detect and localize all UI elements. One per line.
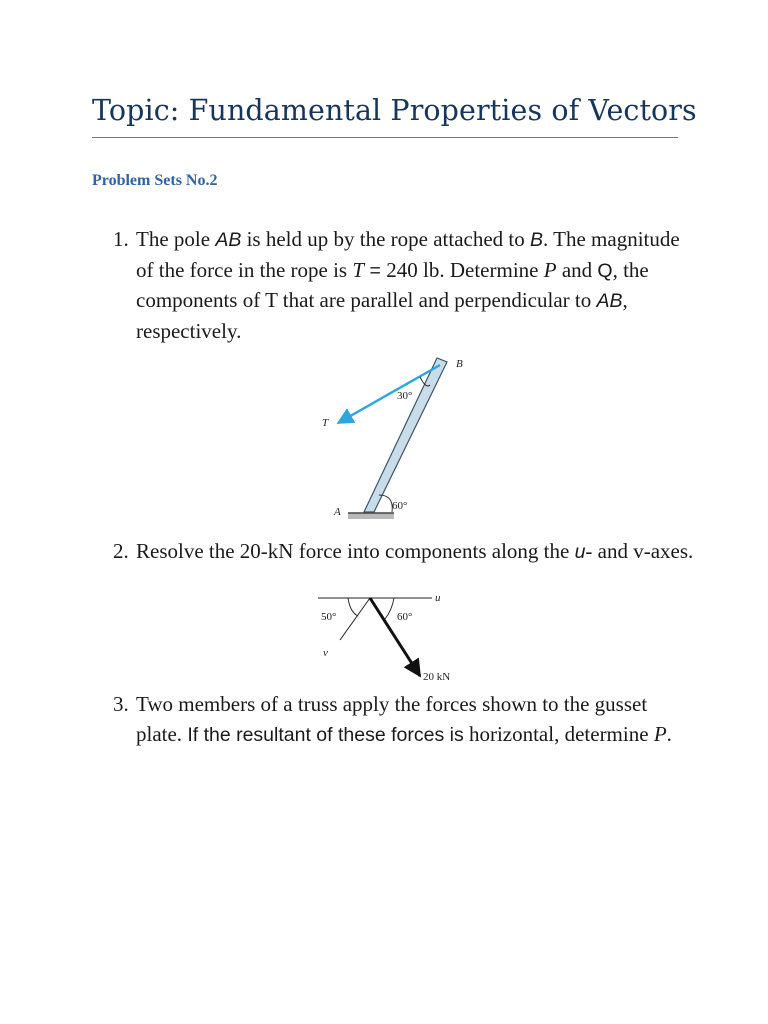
text-run: P [653, 721, 667, 746]
text-run: AB [215, 229, 242, 251]
text-run: u [574, 541, 586, 563]
label-t: T [322, 417, 329, 429]
text-run: If the resultant of these forces is [187, 723, 464, 746]
text-run: = [364, 259, 387, 282]
text-run: AB [596, 290, 623, 312]
problem-1-number: 1. [113, 227, 129, 251]
text-run: and [556, 257, 598, 282]
text-run: , the components of T that are parallel and perpendicular to [136, 257, 649, 312]
ground-hatch [348, 513, 394, 519]
angle-arc-left [348, 598, 358, 616]
text-run: is held up by the rope attached to [241, 227, 530, 251]
label-angle-60b: 60° [397, 611, 413, 623]
text-run: The pole [136, 227, 216, 251]
text-run: - and v-axes. [585, 539, 694, 563]
pole-ab [364, 358, 447, 512]
text-run: Resolve the 20-kN force into components along the [136, 539, 575, 563]
label-u: u [435, 592, 441, 604]
v-axis [340, 598, 370, 640]
problem-set-heading: Problem Sets No.2 [92, 172, 218, 189]
angle-arc-right [385, 598, 394, 619]
text-run: horizontal, determine [463, 721, 654, 746]
force-components-figure [310, 588, 480, 688]
text-run: Two members of a truss apply the forces shown to the gusset plate. [136, 692, 648, 746]
text-run: T [352, 257, 365, 282]
text-run: B [530, 229, 544, 251]
label-v: v [323, 647, 328, 659]
label-b: B [456, 358, 463, 370]
problem-2-number: 2. [113, 539, 129, 563]
pole-rope-figure [310, 355, 480, 525]
problem-1-text [136, 225, 696, 346]
text-run: Q [597, 259, 613, 282]
problem-3-number: 3. [113, 692, 129, 716]
text-run: . The magnitude of the force in the rope is [136, 227, 680, 282]
text-run: 240 lb. Determine [386, 257, 544, 282]
label-angle-60: 60° [392, 500, 408, 512]
label-a: A [334, 506, 341, 518]
force-20kn [370, 598, 420, 676]
title-underline [92, 137, 678, 138]
label-20kn: 20 kN [423, 671, 451, 683]
text-run: P [543, 257, 557, 282]
label-angle-30: 30° [397, 390, 413, 402]
problem-3-text [136, 690, 696, 750]
problem-2-text [136, 537, 696, 568]
text-run: , respectively. [136, 288, 628, 343]
text-run: . [666, 721, 672, 746]
page-title: Topic: Fundamental Properties of Vectors [92, 94, 697, 127]
label-angle-50: 50° [321, 611, 337, 623]
